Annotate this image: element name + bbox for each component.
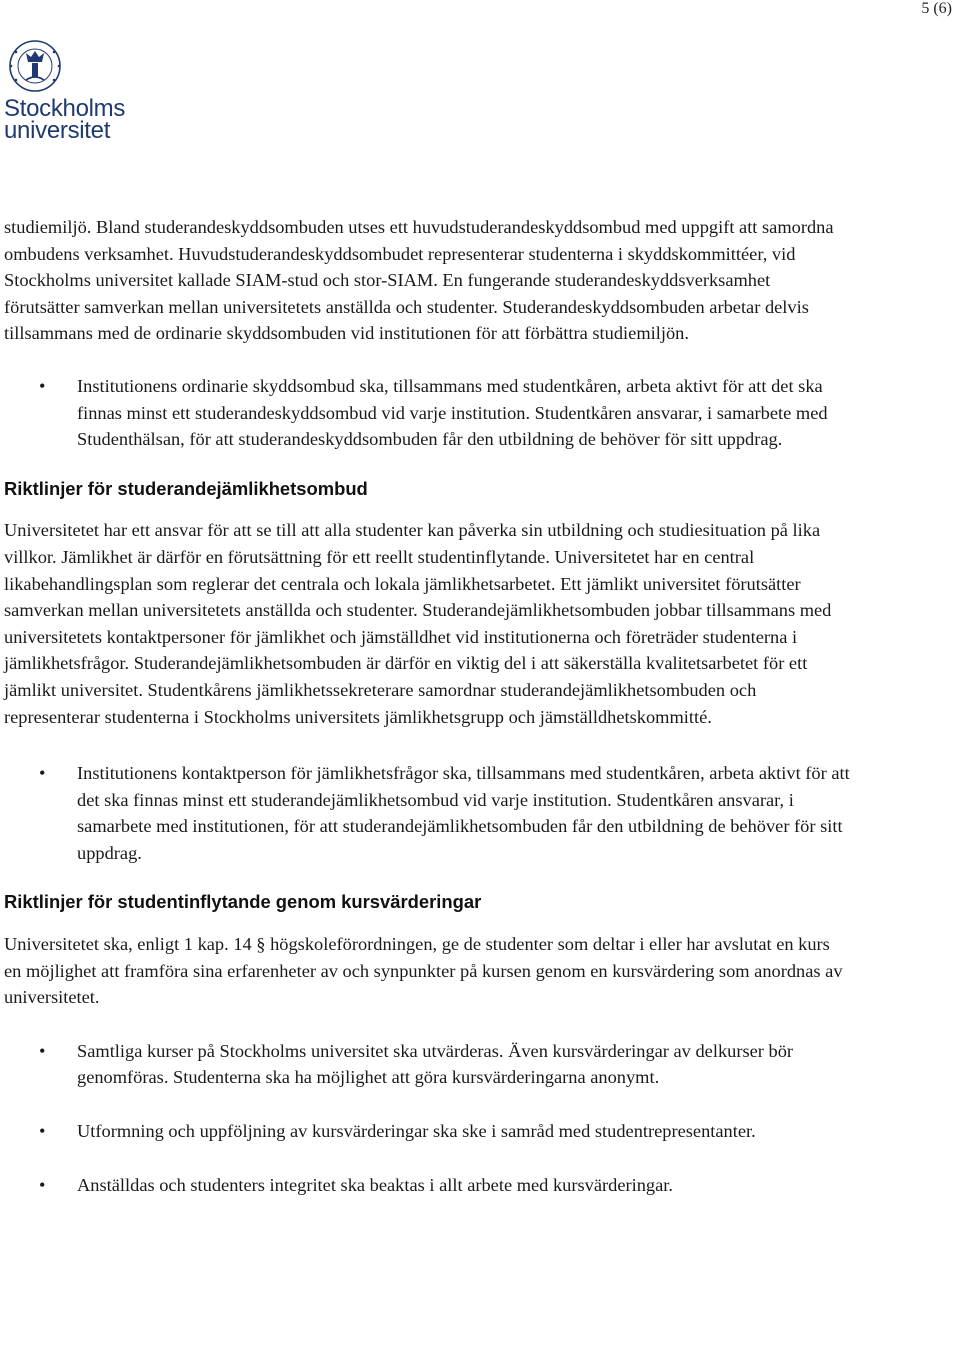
bullet-dot: •	[39, 375, 46, 396]
bullet-dot: •	[39, 1040, 46, 1061]
paragraph-equality: Universitetet har ett ansvar för att se till att alla studenter kan påverka sin utbildning och studiesituation på lika villkor. Jämlikhet är därför en förutsättning för ett reellt studentinflytande. Universitetet har en central likabehandlingsplan som reglerar det centrala och lokala jämlikhetsarbetet. Ett jämlikt universitet förutsätter samverkan mellan universitetets anställda och studenter. Studerandejämlikhetsombuden jobbar tillsammans med universitetets kontaktpersoner för jämlikhet och jämställdhet vid institutionerna och företräder studenterna i jämlikhetsfrågor. Studerandejämlikhetsombuden är därför en viktig del i att säkerställa kvalitetsarbetet för ett jämlikt universitet. Studentkårens jämlikhetssekreterare samordnar studerandejämlikhetsombuden och representerar studenterna i Stockholms universitets jämlikhetsgrupp och jämställdhetskommitté.	[4, 520, 832, 727]
bullet-item	[4, 373, 850, 453]
logo-line-2: universitet	[4, 117, 111, 144]
bullet-text: Institutionens kontaktperson för jämlikhetsfrågor ska, tillsammans med studentkåren, arbeta aktivt för att det ska finnas minst ett studerandejämlikhetsombud vid varje institution. Studentkåren ansvarar, i samarbete med institutionen, för att studerandejämlikhetsombuden får den utbildning de behöver för sitt uppdrag.	[77, 763, 850, 863]
bullet-text: Anställdas och studenters integritet ska beaktas i allt arbete med kursvärderingar.	[77, 1174, 673, 1195]
bullet-item	[4, 1172, 850, 1199]
bullet-dot: •	[39, 1174, 46, 1195]
paragraph-study-environment: studiemiljö. Bland studerandeskyddsombuden utses ett huvudstuderandeskyddsombud med uppgift att samordna ombudens verksamhet. Huvudstuderandeskyddsombudet representerar studenterna i skyddskommittéer, vid Stockholms universitet kallade SIAM-stud och stor-SIAM. En fungerande studerandeskyddsverksamhet förutsätter samverkan mellan universitetets anställda och studenter. Studerandeskyddsombuden arbetar delvis tillsammans med de ordinarie skyddsombuden vid institutionen för att förbättra studiemiljön.	[4, 217, 834, 344]
paragraph-course-evaluations: Universitetet ska, enligt 1 kap. 14 § högskoleförordningen, ge de studenter som deltar i eller har avslutat en kurs en möjlighet att framföra sina erfarenheter av och synpunkter på kursen genom en kursvärdering som anordnas av universitetet.	[4, 934, 843, 1008]
bullet-item	[4, 1038, 850, 1091]
bullet-text: Institutionens ordinarie skyddsombud ska, tillsammans med studentkåren, arbeta aktivt för att det ska finnas minst ett studerandeskyddsombud vid varje institution. Studentkåren ansvarar, i samarbete med Studenthälsan, för att studerandeskyddsombuden får den utbildning de behöver för sitt uppdrag.	[77, 375, 828, 450]
section-heading: Riktlinjer för studentinflytande genom kursvärderingar	[4, 891, 482, 913]
university-logo	[4, 38, 134, 144]
section-heading: Riktlinjer för studerandejämlikhetsombud	[4, 477, 368, 499]
bullet-item	[4, 760, 850, 866]
bullet-dot: •	[39, 1121, 46, 1142]
bullet-text: Utformning och uppföljning av kursvärderingar ska ske i samråd med studentrepresentanter.	[77, 1121, 756, 1142]
logo-text	[4, 95, 126, 144]
bullet-dot: •	[39, 763, 46, 784]
logo-line-1: Stockholms	[4, 95, 126, 122]
university-seal-icon	[4, 38, 66, 94]
bullet-item	[4, 1118, 850, 1145]
page-number: 5 (6)	[921, 0, 952, 17]
document-body	[4, 214, 850, 1198]
bullet-text: Samtliga kurser på Stockholms universitet ska utvärderas. Även kursvärderingar av delkurser bör genomföras. Studenterna ska ha möjlighet att göra kursvärderingarna anonymt.	[77, 1040, 794, 1088]
